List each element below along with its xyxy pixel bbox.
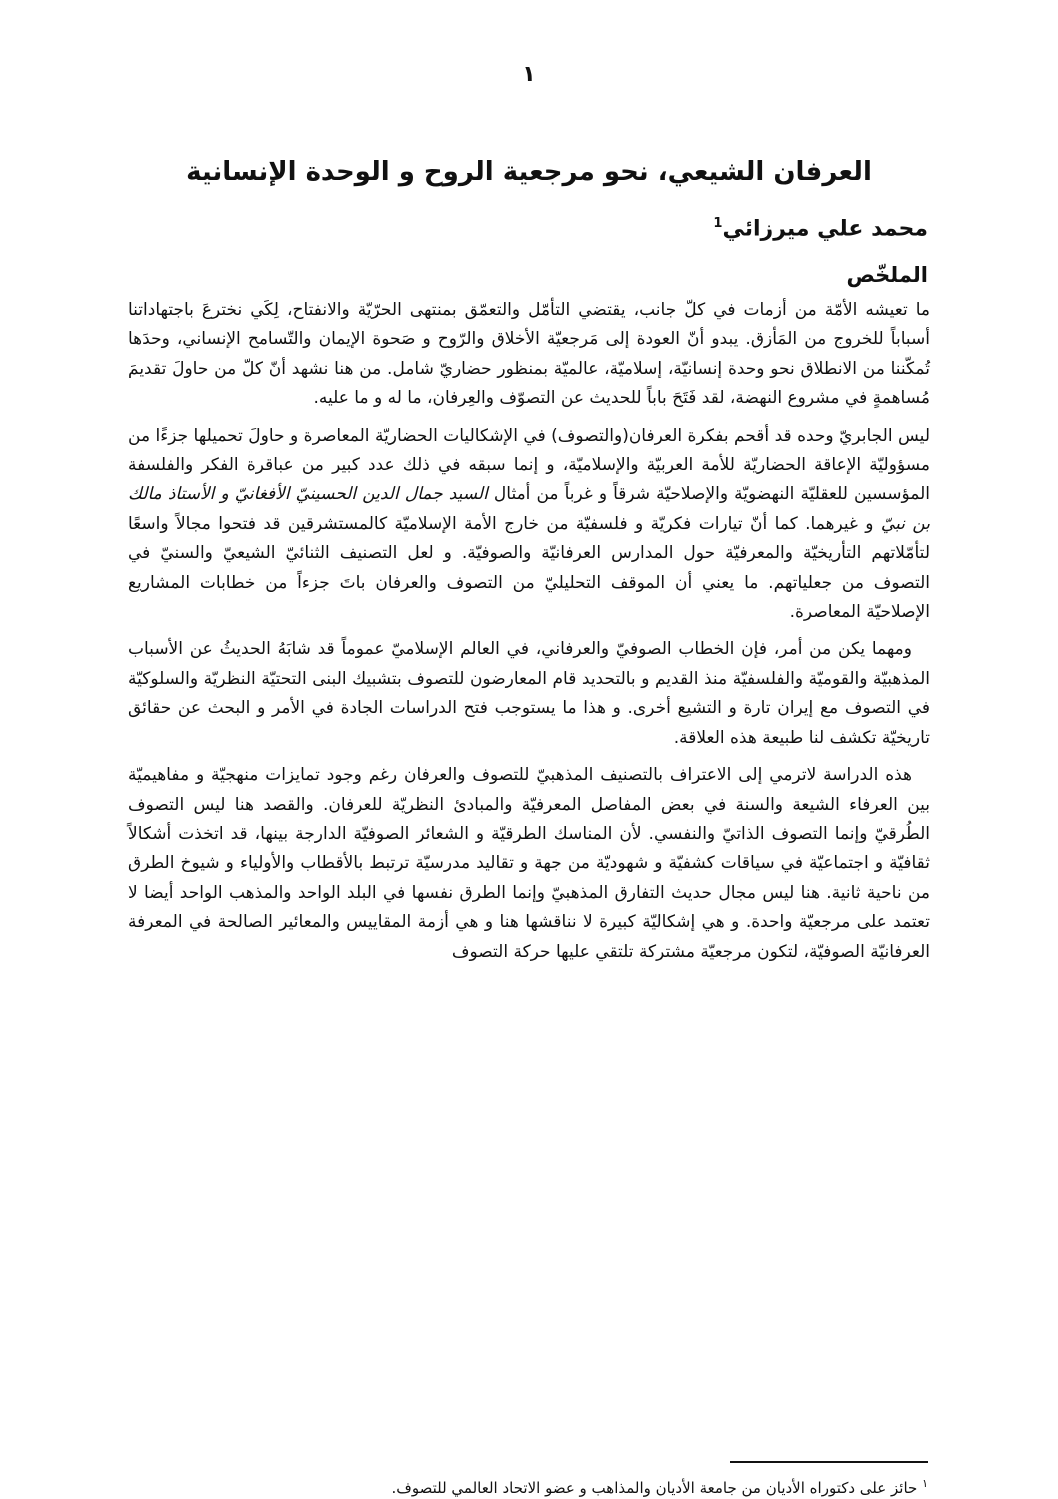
paragraph-2-text: ليس الجابريّ وحده قد أقحم بفكرة العرفان(والتصوف) في الإشكاليات الحضاريّة المعاصرة و حاولَ تحميلها جزءًا من مسؤوليّة الإعاقة الحضاريّة للأمة العربيّة والإسلاميّة، و إنما سبقه في ذلك عدد كبير من عباقرة الفكر والفلسفة المؤسسين للعقليّة النهضويّة والإصلاحيّة شرقاً و غرباً من أمثال bbox=[128, 425, 930, 505]
paragraph-3: ومهما يكن من أمر، فإن الخطاب الصوفيّ والعرفاني، في العالم الإسلاميّ عموماً قد شابَهُ الحديثُ عن الأسباب المذهبيّة والقوميّة والفلسفيّة منذ القديم و بالتحديد قام المعارضون للتصوف بتشبيك البنى التحتيّة النظريّة والسلوكيّة في التصوف مع إيران تارة و التشيع أخرى. و هذا ما يستوجب فتح الدراسات الجادة في الأمر و البحث عن حقائق تاريخيّة تكشف لنا طبيعة هذه العلاقة. bbox=[128, 639, 930, 748]
footnote-divider bbox=[730, 1461, 928, 1463]
page-number: ١ bbox=[522, 62, 536, 87]
footnote bbox=[392, 1473, 928, 1499]
footnote-mark: ١ bbox=[922, 1477, 928, 1490]
author-name bbox=[713, 206, 928, 247]
article-title: العرفان الشيعي، نحو مرجعية الروح و الوحدة الإنسانية bbox=[186, 157, 872, 187]
paragraph-1: ما تعيشه الأمّة من أزمات في كلّ جانب، يقتضي التأمّل والتعمّق بمنتهى الحرّيّة والانفتاح، لِكَي نخترعَ باجتهاداتنا أسباباً للخروج من المَأزق. يبدو أنّ العودة إلى مَرجعيّة الأخلاق والرّوح و صَحوة الإيمان والتّسامح الإنساني، وحدَها تُمكّننا من الانطلاق نحو وحدة إنسانيّة، إسلاميّة، عالميّة بمنظور حضاريّ شامل. من هنا نشهد أنّ كلّ من حاولَ تقديمَ مُساهمةٍ في مشروع النهضة، لقد فَتَحَ باباً للحديث عن التصوّف والعِرفان، ما له و ما عليه. bbox=[128, 300, 930, 409]
author-footnote-mark: 1 bbox=[713, 216, 723, 231]
paragraph-4: هذه الدراسة لاترمي إلى الاعتراف بالتصنيف المذهبيّ للتصوف والعرفان رغم وجود تمايزات منهجيّة و مفاهيميّة بين العرفاء الشيعة والسنة في بعض المفاصل المعرفيّة والمبادئ النظريّة للعرفان. والقصد هنا ليس التصوف الطُرقيّ وإنما التصوف الذاتيّ والنفسي. لأن المناسك الطرقيّة و الشعائر الصوفيّة الدارجة بينها، قد اتخذت أشكالاً ثقافيّة و اجتماعيّة في سياقات كشفيّة و شهوديّة من جهة و تقاليد مدرسيّة ترتبط بالأقطاب والأولياء و شيوخ الطرق من ناحية ثانية. هنا ليس مجال حديث التفارق المذهبيّ وإنما الطرق نفسها في البلد الواحد والمذهب الواحد أيضا لا تعتمد على مرجعيّة واحدة. و هي إشكاليّة كبيرة لا نناقشها هنا و هي أزمة المقاييس والمعائير الصالحة في المعرفة العرفانيّة الصوفيّة، لتكون مرجعيّة مشتركة تلتقي عليها حركة التصوف bbox=[128, 765, 930, 962]
paragraph-2 bbox=[128, 422, 930, 628]
author-name-text: محمد علي ميرزائي bbox=[722, 216, 928, 242]
footnote-text: حائز على دكتوراه الأديان من جامعة الأديان والمذاهب و عضو الاتحاد العالمي للتصوف. bbox=[391, 1479, 918, 1497]
article-body bbox=[128, 296, 930, 975]
abstract-heading: الملخّص bbox=[846, 263, 928, 287]
paragraph-2-continued: و غيرهما. كما أنّ تيارات فكريّة و فلسفيّة من خارج الأمة الإسلاميّة كالمستشرقين قد فتحوا مجالاً واسعًا لتأمّلاتهم التأريخيّة والمعرفيّة حول المدارس العرفانيّة والصوفيّة. و لعل التصنيف الثنائيّ الشيعيّ والسنيّ في التصوف من جعلياتهم. ما يعني أن الموقف التحليليّ من التصوف والعرفان باتَ جزءاً من خطابات المشاريع الإصلاحيّة المعاصرة. bbox=[128, 513, 930, 623]
paragraph-2-italic-names: السيد جمال الدين الحسينيّ الأفغانيّ و الأستاذ مالك بن نبيّ bbox=[128, 484, 930, 534]
